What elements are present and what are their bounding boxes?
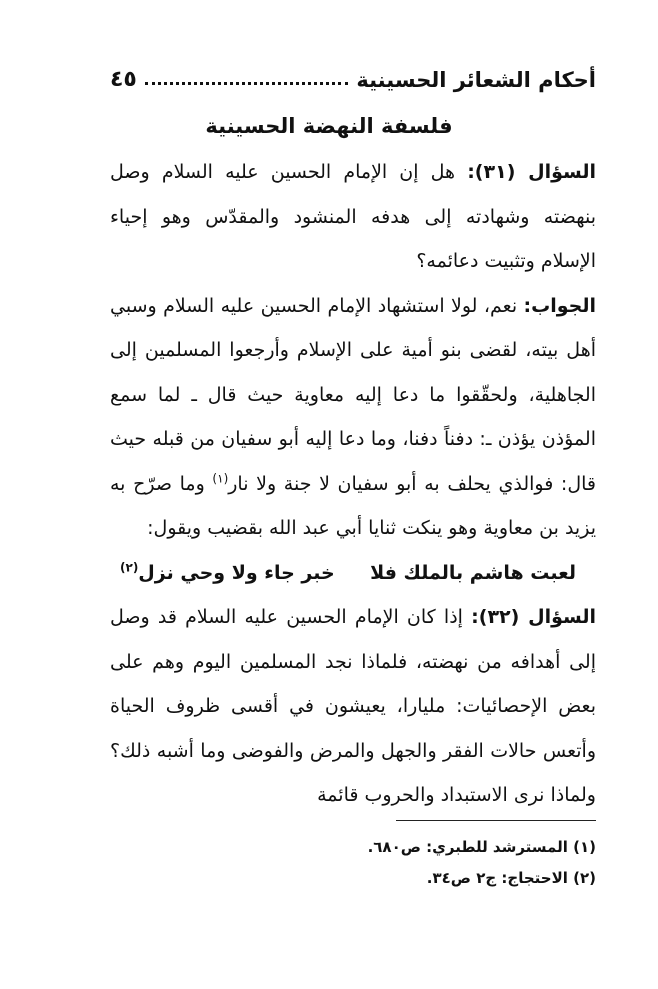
verse-second-hemistich: خبر جاء ولا وحي نزل xyxy=(138,561,335,584)
running-header xyxy=(110,58,596,92)
question-31-label: السؤال (٣١): xyxy=(467,161,596,183)
footnote-1 xyxy=(110,832,596,863)
footnote-separator xyxy=(396,820,596,821)
poetry-verse xyxy=(110,551,596,596)
footnote-ref-1: (١) xyxy=(212,471,229,486)
question-32 xyxy=(110,595,596,818)
running-title: أحكام الشعائر الحسينية xyxy=(356,68,596,92)
footnote-ref-2: (٢) xyxy=(120,560,139,575)
footnote-2-text: الاحتجاج: ج٢ ص٣٤. xyxy=(426,869,568,887)
page-number: ٤٥ xyxy=(110,67,137,92)
question-31-text: هل إن الإمام الحسين عليه السلام وصل بنهضته وشهادته إلى هدفه المنشود والمقدّس وهو إحياء الإسلام وتثبيت دعائمه؟ xyxy=(110,161,596,272)
footnote-1-marker: (١) xyxy=(573,838,596,856)
section-title: فلسفة النهضة الحسينية xyxy=(205,114,453,138)
body-text xyxy=(110,150,596,818)
question-32-label: السؤال (٣٢): xyxy=(471,606,596,628)
footnotes xyxy=(110,832,596,894)
answer-label: الجواب: xyxy=(523,294,596,317)
answer-31 xyxy=(110,284,596,551)
footnote-2-marker: (٢) xyxy=(573,869,596,887)
footnote-1-text: المسترشد للطبري: ص٦٨٠. xyxy=(367,838,568,856)
answer-text-part2: وما صرّح به يزيد بن معاوية وهو ينكت ثنايا أبي عبد الله بقضيب ويقول: xyxy=(110,472,596,539)
footnote-2 xyxy=(110,863,596,894)
verse-first-hemistich: لعبت هاشم بالملك فلا xyxy=(370,561,576,584)
question-32-text: إذا كان الإمام الحسين عليه السلام قد وصل إلى أهدافه من نهضته، فلماذا نجد المسلمين اليوم وهم على بعض الإحصائيات: مليارا، يعيشون في أقسى ظروف الحياة وأتعس حالات الفقر والجهل والمرض والفوضى وما أشبه ذلك؟ ولماذا نرى الاستبداد والحروب قائمة xyxy=(110,606,596,806)
header-leader-dots xyxy=(145,82,349,85)
answer-text-part1: نعم، لولا استشهاد الإمام الحسين عليه السلام وسبي أهل بيته، لقضى بنو أمية على الإسلام وأرجعوا المسلمين إلى الجاهلية، ولحقّقوا ما دعا إليه معاوية حيث قال ـ لما سمع المؤذن يؤذن ـ: دفناً دفنا، وما دعا إليه أبو سفيان من قبله حيث قال: فوالذي يحلف به أبو سفيان لا جنة ولا نار xyxy=(110,294,597,495)
question-31 xyxy=(110,150,596,284)
